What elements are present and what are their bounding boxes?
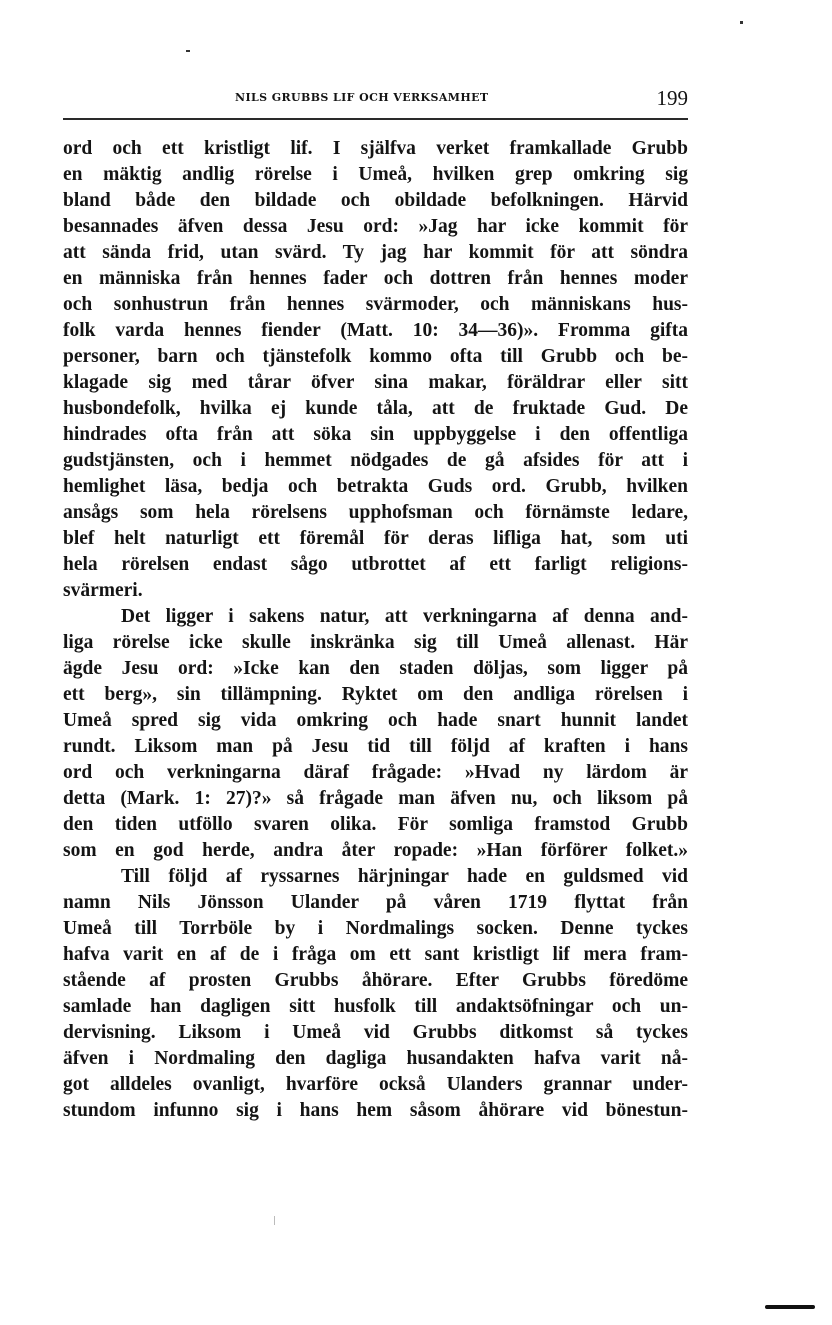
- text-line: ord och verkningarna däraf frågade: »Hvad ny lärdom är: [63, 762, 688, 783]
- text-line: klagade sig med tårar öfver sina makar, föräldrar eller sitt: [63, 372, 688, 393]
- text-line: blef helt naturligt ett föremål för deras lifliga hat, som uti: [63, 528, 688, 549]
- text-line: ett berg», sin tillämpning. Ryktet om den andliga rörelsen i: [63, 684, 688, 705]
- text-line: personer, barn och tjänstefolk kommo ofta till Grubb och be-: [63, 346, 688, 367]
- text-line: detta (Mark. 1: 27)?» så frågade man äfven nu, och liksom på: [63, 788, 688, 809]
- text-line: rundt. Liksom man på Jesu tid till följd af kraften i hans: [63, 736, 688, 757]
- text-line: att sända frid, utan svärd. Ty jag har kommit för att söndra: [63, 242, 688, 263]
- text-line: en mäktig andlig rörelse i Umeå, hvilken grep omkring sig: [63, 164, 688, 185]
- text-line: stående af prosten Grubbs åhörare. Efter Grubbs föredöme: [63, 970, 688, 991]
- print-speck: [274, 1216, 275, 1225]
- print-speck: [740, 21, 743, 24]
- print-speck: [765, 1305, 815, 1309]
- text-line: äfven i Nordmaling den dagliga husandakten hafva varit nå-: [63, 1048, 688, 1069]
- print-speck: [186, 50, 190, 52]
- text-line: besannades äfven dessa Jesu ord: »Jag har icke kommit för: [63, 216, 688, 237]
- text-line: Det ligger i sakens natur, att verkningarna af denna and-: [121, 606, 688, 627]
- text-line: ord och ett kristligt lif. I själfva verket framkallade Grubb: [63, 138, 688, 159]
- text-line: ansågs som hela rörelsens upphofsman och förnämste ledare,: [63, 502, 688, 523]
- running-title: NILS GRUBBS LIF OCH VERKSAMHET: [235, 91, 489, 104]
- text-line: folk varda hennes fiender (Matt. 10: 34—36)». Fromma gifta: [63, 320, 688, 341]
- text-line: som en god herde, andra åter ropade: »Han förförer folket.»: [63, 840, 688, 861]
- text-line: ägde Jesu ord: »Icke kan den staden döljas, som ligger på: [63, 658, 688, 679]
- text-line: en människa från hennes fader och dottren från hennes moder: [63, 268, 688, 289]
- text-line: hafva varit en af de i fråga om ett sant kristligt lif mera fram-: [63, 944, 688, 965]
- text-line: liga rörelse icke skulle inskränka sig till Umeå allenast. Här: [63, 632, 688, 653]
- text-line: hemlighet läsa, bedja och betrakta Guds ord. Grubb, hvilken: [63, 476, 688, 497]
- text-line: hindrades ofta från att söka sin uppbyggelse i den offentliga: [63, 424, 688, 445]
- text-line: got alldeles ovanligt, hvarföre också Ulanders grannar under-: [63, 1074, 688, 1095]
- text-line: namn Nils Jönsson Ulander på våren 1719 flyttat från: [63, 892, 688, 913]
- text-line: Umeå till Torrböle by i Nordmalings socken. Denne tyckes: [63, 918, 688, 939]
- text-line: gudstjänsten, och i hemmet nödgades de gå afsides för att i: [63, 450, 688, 471]
- text-line: svärmeri.: [63, 580, 143, 601]
- header-rule: [63, 118, 688, 120]
- text-line: dervisning. Liksom i Umeå vid Grubbs ditkomst så tyckes: [63, 1022, 688, 1043]
- text-line: husbondefolk, hvilka ej kunde tåla, att de fruktade Gud. De: [63, 398, 688, 419]
- text-line: den tiden utföllo svaren olika. För somliga framstod Grubb: [63, 814, 688, 835]
- text-line: Umeå spred sig vida omkring och hade snart hunnit landet: [63, 710, 688, 731]
- page-number: 199: [656, 86, 688, 110]
- text-line: och sonhustrun från hennes svärmoder, och människans hus-: [63, 294, 688, 315]
- body-text: [63, 136, 688, 1124]
- text-line: samlade han dagligen sitt husfolk till andaktsöfningar och un-: [63, 996, 688, 1017]
- text-line: bland både den bildade och obildade befolkningen. Härvid: [63, 190, 688, 211]
- text-line: stundom infunno sig i hans hem såsom åhörare vid bönestun-: [63, 1100, 688, 1121]
- text-line: Till följd af ryssarnes härjningar hade en guldsmed vid: [121, 866, 688, 887]
- page-header: [63, 88, 688, 114]
- text-line: hela rörelsen endast sågo utbrottet af ett farligt religions-: [63, 554, 688, 575]
